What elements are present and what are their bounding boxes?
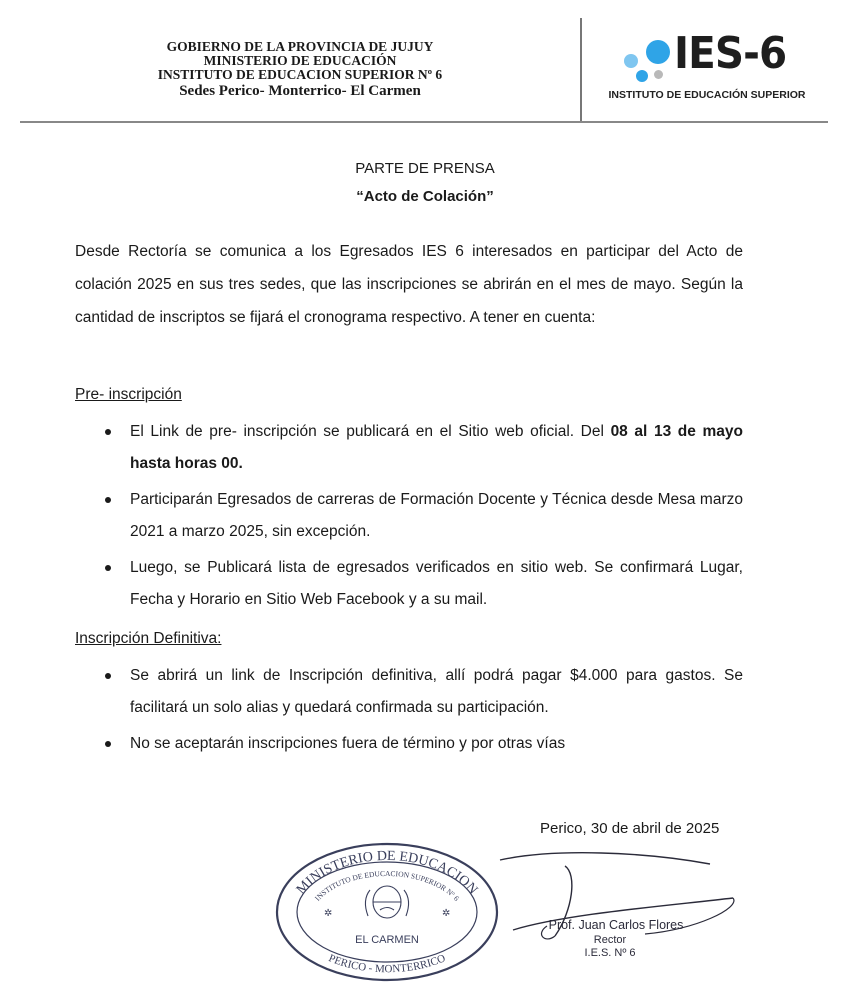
list-item-text: No se aceptarán inscripciones fuera de término y por otras vías <box>130 735 566 752</box>
header-line-sedes: Sedes Perico- Monterrico- El Carmen <box>179 83 421 99</box>
header-line-ministry: MINISTERIO DE EDUCACIÓN <box>203 53 397 68</box>
seal-star-left-icon: ✲ <box>324 908 333 919</box>
signatory-institution: I.E.S. Nº 6 <box>584 947 636 959</box>
logo-name: IES-6 <box>674 28 787 79</box>
ies6-logo <box>602 26 822 110</box>
seal-star-right-icon: ✲ <box>442 908 451 919</box>
section-title-inscripcion-definitiva: Inscripción Definitiva: <box>75 630 222 647</box>
list-item-text: El Link de pre- inscripción se publicará en el Sitio web oficial. Del <box>130 423 611 440</box>
logo-dot-small-icon <box>636 70 648 82</box>
list-item-text: Luego, se Publicará lista de egresados verificados en sitio web. Se confirmará Lugar, Fecha y Horario en Sitio Web Facebook y a su mail. <box>130 559 743 608</box>
header-divider-vertical <box>580 18 582 123</box>
list-item-bold-text: 08 al 13 de mayo hasta horas 00. <box>130 423 743 472</box>
list-item-text: Se abrirá un link de Inscripción definitiva, allí podrá pagar $4.000 para gastos. Se facilitará un solo alias y quedará confirmada su participación. <box>130 667 743 716</box>
seal-bottom-text: PERICO - MONTERRICO <box>326 952 448 976</box>
header-line-government: GOBIERNO DE LA PROVINCIA DE JUJUY <box>166 39 434 54</box>
document-title: PARTE DE PRENSA <box>355 160 495 177</box>
list-item <box>75 728 743 760</box>
list-item <box>75 660 743 724</box>
logo-dot-grey-icon <box>654 70 663 79</box>
header-line-institute: INSTITUTO DE EDUCACION SUPERIOR Nº 6 <box>157 67 443 82</box>
document-subtitle: “Acto de Colación” <box>356 188 494 205</box>
list-item-text: Participarán Egresados de carreras de Formación Docente y Técnica desde Mesa marzo 2021 a marzo 2025, sin excepción. <box>130 491 743 540</box>
official-seal-stamp <box>272 840 502 985</box>
logo-subtitle: INSTITUTO DE EDUCACIÓN SUPERIOR <box>608 89 806 101</box>
government-header <box>20 40 580 100</box>
list-item <box>75 552 743 616</box>
preinscripcion-list <box>75 416 743 620</box>
letterhead <box>20 0 828 125</box>
seal-inner-text: INSTITUTO DE EDUCACION SUPERIOR Nº 6 <box>312 868 462 903</box>
signatory-role: Rector <box>593 934 627 946</box>
rector-signature-block <box>495 848 745 988</box>
header-divider-horizontal <box>20 121 828 123</box>
signatory-name: Prof. Juan Carlos Flores <box>548 918 684 932</box>
section-title-preinscripcion: Pre- inscripción <box>75 386 182 403</box>
seal-top-text: MINISTERIO DE EDUCACION <box>293 848 481 898</box>
logo-dot-large-icon <box>646 40 670 64</box>
intro-paragraph: Desde Rectoría se comunica a los Egresados IES 6 interesados en participar del Acto de colación 2025 en sus tres sedes, que las inscripciones se abrirán en el mes de mayo. Según la cantidad de inscriptos se fijará el cronograma respectivo. A tener en cuenta: <box>75 243 743 326</box>
seal-coat-of-arms-icon <box>365 886 408 918</box>
inscripcion-definitiva-list <box>75 660 743 764</box>
seal-center-text: EL CARMEN <box>355 934 419 946</box>
seal-outer-ring <box>277 844 497 980</box>
logo-dot-medium-icon <box>624 54 638 68</box>
list-item <box>75 484 743 548</box>
document-date: Perico, 30 de abril de 2025 <box>540 820 720 837</box>
list-item <box>75 416 743 480</box>
